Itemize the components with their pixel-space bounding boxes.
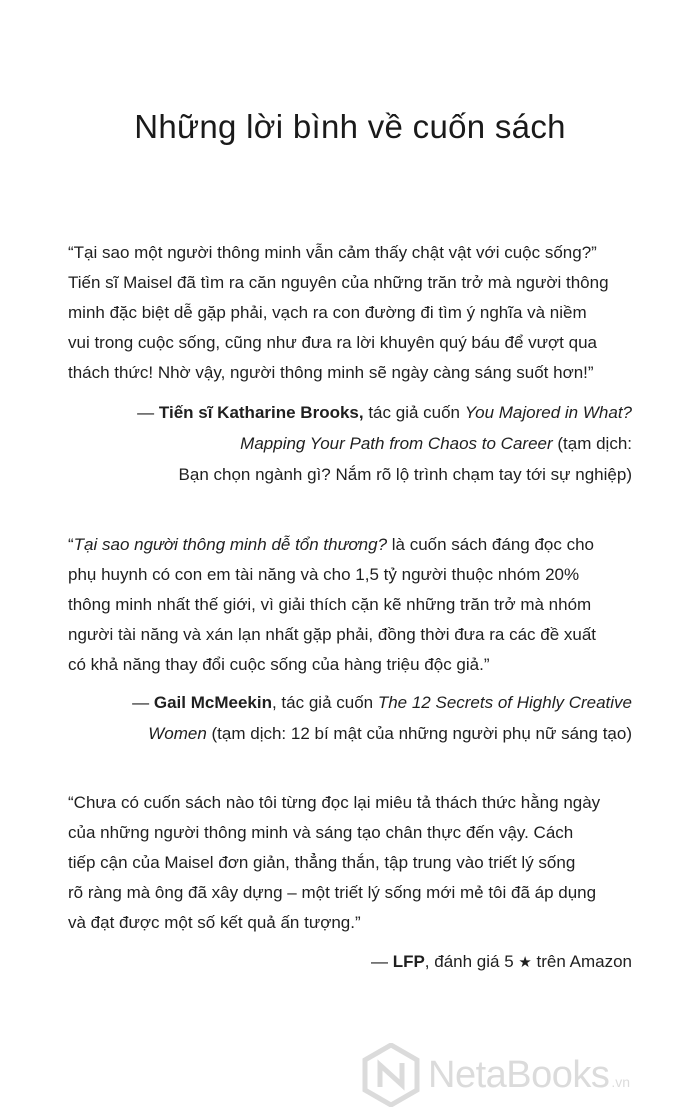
- quote-line: và đạt được một số kết quả ấn tượng.”: [68, 913, 361, 932]
- review-attribution-2: [67, 687, 632, 749]
- review-attribution-3: [67, 946, 632, 978]
- quote-line: có khả năng thay đổi cuộc sống của hàng triệu độc giả.”: [68, 655, 490, 674]
- attr-text: (tạm dịch:: [552, 434, 632, 453]
- star-icon: ★: [518, 954, 532, 971]
- review-quote-3: [68, 788, 633, 938]
- quote-line: người tài năng và xán lạn nhất gặp phải, đồng thời đưa ra các đề xuất: [68, 625, 597, 644]
- attr-dash: —: [132, 693, 154, 712]
- review-quote-2: [68, 530, 633, 680]
- attr-text: trên Amazon: [531, 952, 632, 971]
- netabooks-watermark: [362, 1040, 700, 1110]
- watermark-suffix: .vn: [611, 1074, 631, 1090]
- quote-line: phụ huynh có con em tài năng và cho 1,5 tỷ người thuộc nhóm 20%: [68, 565, 580, 584]
- attr-text: (tạm dịch: 12 bí mật của những người phụ nữ sáng tạo): [206, 724, 632, 743]
- quote-line: thông minh nhất thế giới, vì giải thích cặn kẽ những trăn trở mà nhóm: [68, 595, 592, 614]
- book-title: Women: [148, 724, 207, 743]
- book-title: Tại sao người thông minh dễ tổn thương?: [73, 535, 388, 554]
- quote-line: Tiến sĩ Maisel đã tìm ra căn nguyên của những trăn trở mà người thông: [68, 273, 609, 292]
- quote-line: của những người thông minh và sáng tạo chân thực đến vậy. Cách: [68, 823, 574, 842]
- attr-dash: —: [370, 952, 393, 971]
- reviewer-name: Tiến sĩ Katharine Brooks,: [158, 403, 364, 422]
- reviewer-name: LFP: [392, 952, 425, 971]
- page-title: Những lời bình về cuốn sách: [134, 108, 566, 145]
- quote-line: vui trong cuộc sống, cũng như đưa ra lời khuyên quý báu để vượt qua: [68, 333, 597, 352]
- review-attribution-1: [67, 397, 632, 490]
- quote-line: minh đặc biệt dễ gặp phải, vạch ra con đường đi tìm ý nghĩa và niềm: [68, 303, 587, 322]
- quote-line: tiếp cận của Maisel đơn giản, thẳng thắn, tập trung vào triết lý sống: [68, 853, 576, 872]
- attr-text: tác giả cuốn: [363, 403, 465, 422]
- reviewer-name: Gail McMeekin: [153, 693, 272, 712]
- netabooks-logo-icon: [362, 1043, 420, 1107]
- book-title: The 12 Secrets of Highly Creative: [377, 693, 632, 712]
- quote-line: thách thức! Nhờ vậy, người thông minh sẽ ngày càng sáng suốt hơn!”: [68, 363, 594, 382]
- quote-mark: “: [68, 535, 74, 554]
- book-title: You Majored in What?: [464, 403, 632, 422]
- book-title: Mapping Your Path from Chaos to Career: [240, 434, 553, 453]
- quote-text: là cuốn sách đáng đọc cho: [387, 535, 595, 554]
- attr-dash: —: [137, 403, 159, 422]
- attr-text: , đánh giá 5: [424, 952, 519, 971]
- watermark-text: NetaBooks: [428, 1053, 610, 1096]
- quote-line: “Tại sao một người thông minh vẫn cảm thấy chật vật với cuộc sống?”: [68, 243, 597, 262]
- quote-line: “Chưa có cuốn sách nào tôi từng đọc lại miêu tả thách thức hằng ngày: [68, 793, 601, 812]
- attr-text: , tác giả cuốn: [271, 693, 378, 712]
- attr-text: Bạn chọn ngành gì? Nắm rõ lộ trình chạm tay tới sự nghiệp): [178, 465, 632, 484]
- quote-line: rõ ràng mà ông đã xây dựng – một triết lý sống mới mẻ tôi đã áp dụng: [68, 883, 597, 902]
- review-quote-1: [68, 238, 633, 388]
